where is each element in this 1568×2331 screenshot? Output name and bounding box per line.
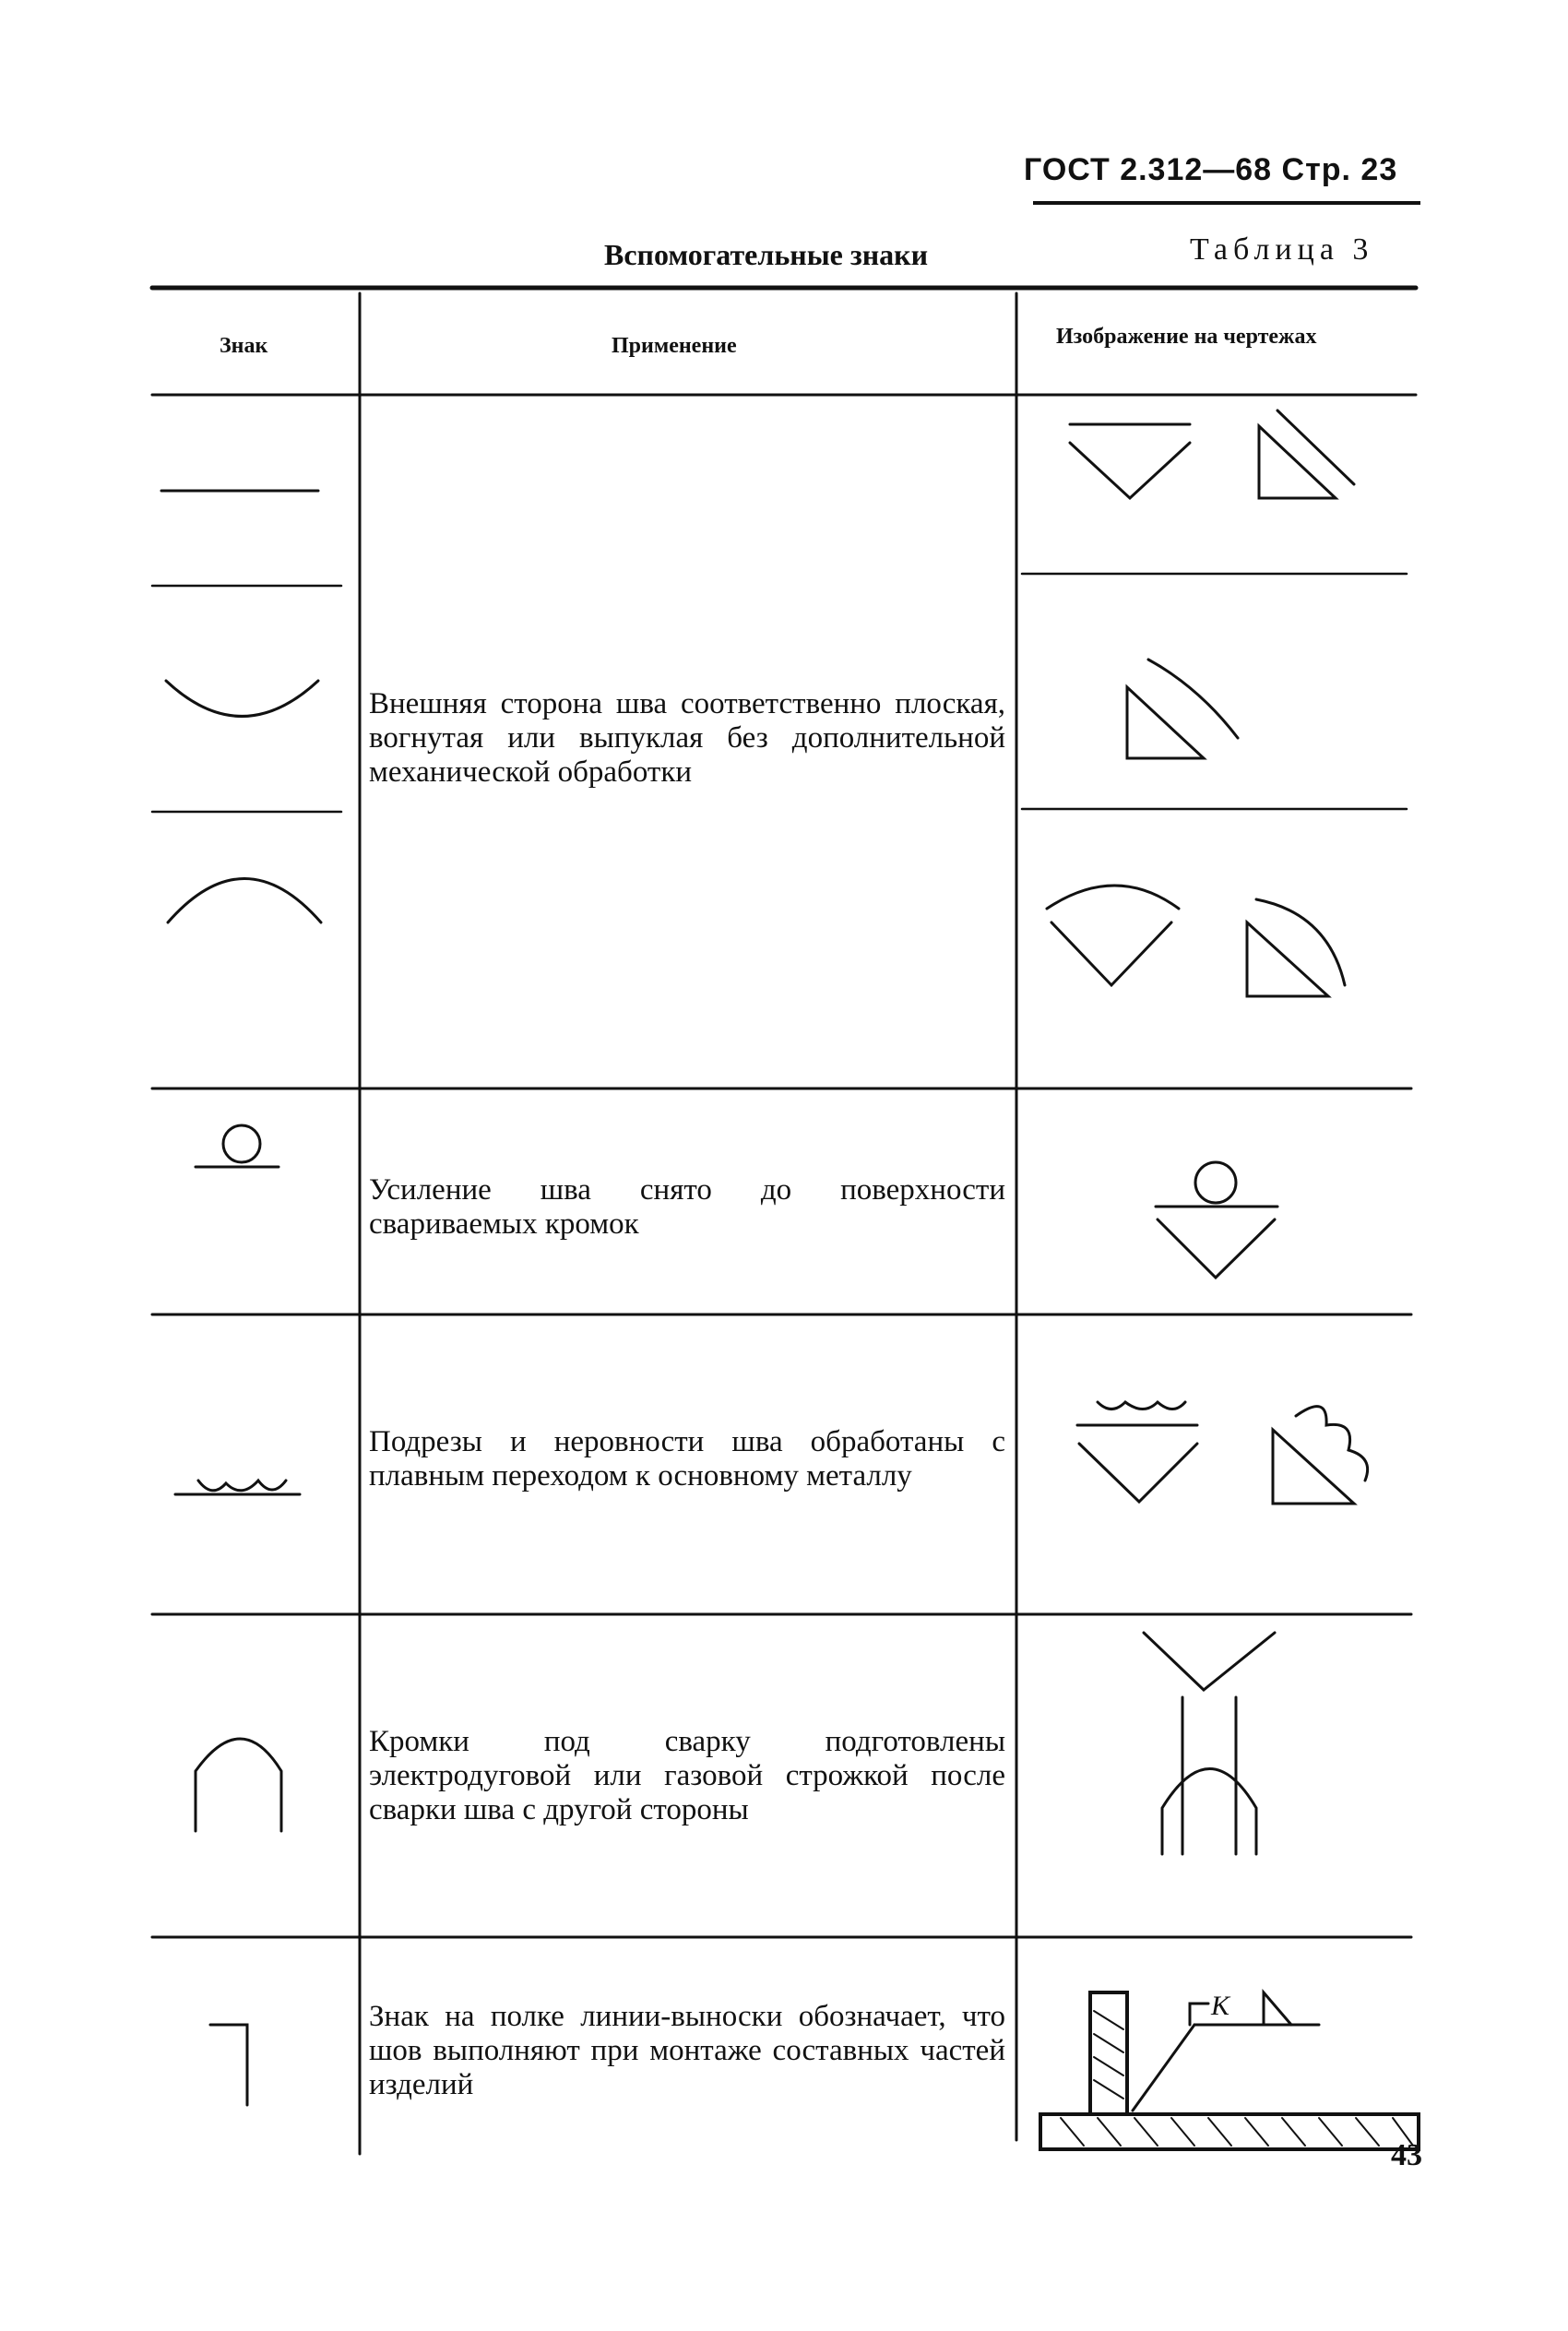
flag-icon xyxy=(210,2025,247,2105)
drawing-label-k: К xyxy=(1211,1991,1229,2021)
column-header-sign: Знак xyxy=(220,334,268,358)
concave-arc-icon xyxy=(166,681,318,717)
column-header-drawing: Изображение на чертежах xyxy=(1056,325,1317,349)
convex-drawing-front xyxy=(1047,886,1179,985)
circle-on-line-icon xyxy=(196,1125,279,1167)
smooth-transition-drawing-front xyxy=(1077,1402,1197,1502)
convex-arc-icon xyxy=(168,879,321,923)
table-title: Вспомогательные знаки xyxy=(604,238,929,271)
application-text-row-1: Внешняя сторона шва соответственно плоская, вогнутая или выпуклая без дополнительной механической обработки xyxy=(369,687,1005,789)
arch-icon xyxy=(196,1739,281,1831)
site-weld-drawing xyxy=(1040,1992,1419,2149)
smooth-transition-icon xyxy=(175,1481,300,1494)
concave-drawing-side xyxy=(1127,660,1238,758)
convex-drawing-side xyxy=(1247,899,1345,996)
flat-drawing-side xyxy=(1259,410,1354,498)
application-text-row-2: Усиление шва снято до поверхности свариваемых кромок xyxy=(369,1173,1005,1241)
page-number: 43 xyxy=(1391,2138,1422,2172)
page-header-ref: ГОСТ 2.312—68 Стр. 23 xyxy=(1024,152,1398,187)
smooth-transition-drawing-side xyxy=(1273,1407,1368,1504)
application-text-row-3: Подрезы и неровности шва обработаны с плавным переходом к основному металлу xyxy=(369,1425,1005,1493)
table-number: Таблица 3 xyxy=(1190,232,1374,267)
column-header-application: Применение xyxy=(612,334,737,358)
removed-reinforcement-drawing xyxy=(1156,1162,1277,1278)
application-text-row-4: Кромки под сварку подготовлены электродуговой или газовой строжкой после сварки шва с другой стороны xyxy=(369,1725,1005,1826)
application-text-row-5: Знак на полке линии-выноски обозначает, что шов выполняют при монтаже составных частей изделий xyxy=(369,2000,1005,2101)
gouging-drawing xyxy=(1144,1633,1275,1854)
flat-drawing-front xyxy=(1070,424,1190,498)
